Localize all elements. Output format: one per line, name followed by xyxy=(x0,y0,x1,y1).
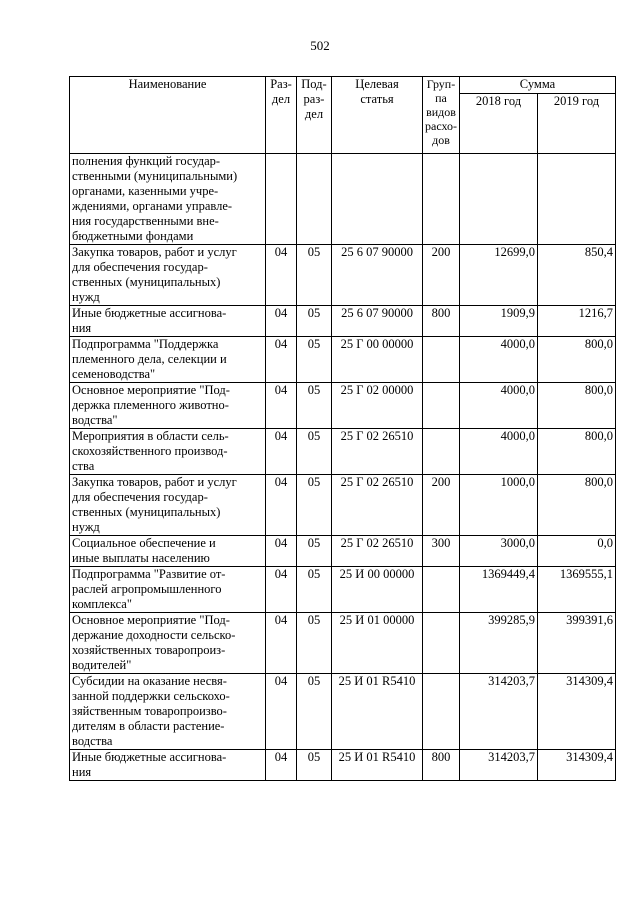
table-row xyxy=(70,475,616,536)
cell-sum-2019: 800,0 xyxy=(538,475,616,536)
cell-celevaya-statya: 25 И 00 00000 xyxy=(332,567,423,613)
cell-razdel: 04 xyxy=(266,429,297,475)
cell-celevaya-statya: 25 И 01 00000 xyxy=(332,613,423,674)
cell-name: Основное мероприятие "Под- держание доходности сельско- хозяйственных товаропроиз- водителей" xyxy=(70,613,266,674)
cell-celevaya-statya: 25 И 01 R5410 xyxy=(332,750,423,781)
cell-sum-2019: 0,0 xyxy=(538,536,616,567)
cell-sum-2018: 314203,7 xyxy=(460,750,538,781)
cell-name: Социальное обеспечение и иные выплаты населению xyxy=(70,536,266,567)
cell-name: Иные бюджетные ассигнова- ния xyxy=(70,750,266,781)
header-name: Наименование xyxy=(70,77,266,154)
table-row xyxy=(70,154,616,245)
cell-name: Подпрограмма "Поддержка племенного дела, селекции и семеноводства" xyxy=(70,337,266,383)
cell-podrazdel: 05 xyxy=(297,750,332,781)
cell-celevaya-statya: 25 Г 00 00000 xyxy=(332,337,423,383)
cell-razdel: 04 xyxy=(266,613,297,674)
cell-gruppa: 200 xyxy=(423,475,460,536)
cell-name: Закупка товаров, работ и услуг для обеспечения государ- ственных (муниципальных) нужд xyxy=(70,245,266,306)
cell-razdel: 04 xyxy=(266,306,297,337)
cell-celevaya-statya: 25 Г 02 26510 xyxy=(332,429,423,475)
cell-sum-2019: 1216,7 xyxy=(538,306,616,337)
cell-sum-2018: 399285,9 xyxy=(460,613,538,674)
table-row xyxy=(70,383,616,429)
cell-celevaya-statya: 25 Г 02 26510 xyxy=(332,475,423,536)
cell-celevaya-statya: 25 6 07 90000 xyxy=(332,245,423,306)
cell-podrazdel: 05 xyxy=(297,383,332,429)
table-row xyxy=(70,429,616,475)
cell-sum-2018: 4000,0 xyxy=(460,383,538,429)
cell-gruppa xyxy=(423,613,460,674)
cell-sum-2018: 1909,9 xyxy=(460,306,538,337)
cell-podrazdel: 05 xyxy=(297,245,332,306)
cell-gruppa xyxy=(423,337,460,383)
table-row xyxy=(70,750,616,781)
cell-celevaya-statya xyxy=(332,154,423,245)
cell-gruppa xyxy=(423,383,460,429)
cell-gruppa xyxy=(423,567,460,613)
cell-razdel: 04 xyxy=(266,674,297,750)
cell-sum-2019: 800,0 xyxy=(538,383,616,429)
cell-sum-2018 xyxy=(460,154,538,245)
header-gruppa-vidov-rashodov: Груп- па видов расхо- дов xyxy=(423,77,460,154)
header-year-2018: 2018 год xyxy=(460,94,538,154)
cell-sum-2019: 800,0 xyxy=(538,429,616,475)
table-row xyxy=(70,306,616,337)
cell-podrazdel: 05 xyxy=(297,475,332,536)
table-row xyxy=(70,337,616,383)
cell-podrazdel: 05 xyxy=(297,337,332,383)
cell-sum-2018: 12699,0 xyxy=(460,245,538,306)
budget-table xyxy=(69,76,616,781)
header-celevaya-statya: Целевая статья xyxy=(332,77,423,154)
cell-podrazdel: 05 xyxy=(297,567,332,613)
cell-sum-2019: 314309,4 xyxy=(538,674,616,750)
cell-gruppa: 200 xyxy=(423,245,460,306)
cell-sum-2019: 314309,4 xyxy=(538,750,616,781)
cell-razdel: 04 xyxy=(266,337,297,383)
header-summa: Сумма xyxy=(460,77,616,94)
cell-sum-2018: 1000,0 xyxy=(460,475,538,536)
cell-razdel: 04 xyxy=(266,245,297,306)
cell-sum-2019: 800,0 xyxy=(538,337,616,383)
cell-celevaya-statya: 25 Г 02 00000 xyxy=(332,383,423,429)
cell-sum-2018: 4000,0 xyxy=(460,337,538,383)
cell-podrazdel: 05 xyxy=(297,613,332,674)
cell-gruppa xyxy=(423,154,460,245)
cell-gruppa: 300 xyxy=(423,536,460,567)
header-year-2019: 2019 год xyxy=(538,94,616,154)
cell-name: Закупка товаров, работ и услуг для обеспечения государ- ственных (муниципальных) нужд xyxy=(70,475,266,536)
cell-podrazdel: 05 xyxy=(297,429,332,475)
cell-name: Мероприятия в области сель- скохозяйственного производ- ства xyxy=(70,429,266,475)
cell-celevaya-statya: 25 6 07 90000 xyxy=(332,306,423,337)
cell-sum-2018: 1369449,4 xyxy=(460,567,538,613)
cell-gruppa: 800 xyxy=(423,750,460,781)
cell-name: Основное мероприятие "Под- держка племенного животно- водства" xyxy=(70,383,266,429)
cell-gruppa xyxy=(423,674,460,750)
cell-podrazdel xyxy=(297,154,332,245)
header-podrazdel: Под- раз- дел xyxy=(297,77,332,154)
table-row xyxy=(70,245,616,306)
page-number: 502 xyxy=(310,38,330,53)
cell-celevaya-statya: 25 И 01 R5410 xyxy=(332,674,423,750)
cell-razdel: 04 xyxy=(266,567,297,613)
cell-gruppa: 800 xyxy=(423,306,460,337)
cell-sum-2018: 314203,7 xyxy=(460,674,538,750)
cell-sum-2019 xyxy=(538,154,616,245)
cell-name: Иные бюджетные ассигнова- ния xyxy=(70,306,266,337)
header-razdel: Раз- дел xyxy=(266,77,297,154)
cell-gruppa xyxy=(423,429,460,475)
cell-sum-2019: 1369555,1 xyxy=(538,567,616,613)
cell-razdel: 04 xyxy=(266,750,297,781)
cell-sum-2018: 3000,0 xyxy=(460,536,538,567)
cell-podrazdel: 05 xyxy=(297,536,332,567)
table-row xyxy=(70,567,616,613)
cell-sum-2019: 399391,6 xyxy=(538,613,616,674)
table-row xyxy=(70,536,616,567)
cell-razdel: 04 xyxy=(266,475,297,536)
cell-name: Подпрограмма "Развитие от- раслей агропромышленного комплекса" xyxy=(70,567,266,613)
table-row xyxy=(70,674,616,750)
cell-podrazdel: 05 xyxy=(297,674,332,750)
table-row xyxy=(70,613,616,674)
cell-razdel xyxy=(266,154,297,245)
cell-name: Субсидии на оказание несвя- занной поддержки сельскохо- зяйственным товаропроизво- дителям в области растение- водства xyxy=(70,674,266,750)
cell-sum-2019: 850,4 xyxy=(538,245,616,306)
cell-name: полнения функций государ- ственными (муниципальными) органами, казенными учре- ждениями, органами управле- ния государственными вне- бюджетными фондами xyxy=(70,154,266,245)
cell-razdel: 04 xyxy=(266,536,297,567)
cell-sum-2018: 4000,0 xyxy=(460,429,538,475)
cell-podrazdel: 05 xyxy=(297,306,332,337)
cell-celevaya-statya: 25 Г 02 26510 xyxy=(332,536,423,567)
cell-razdel: 04 xyxy=(266,383,297,429)
